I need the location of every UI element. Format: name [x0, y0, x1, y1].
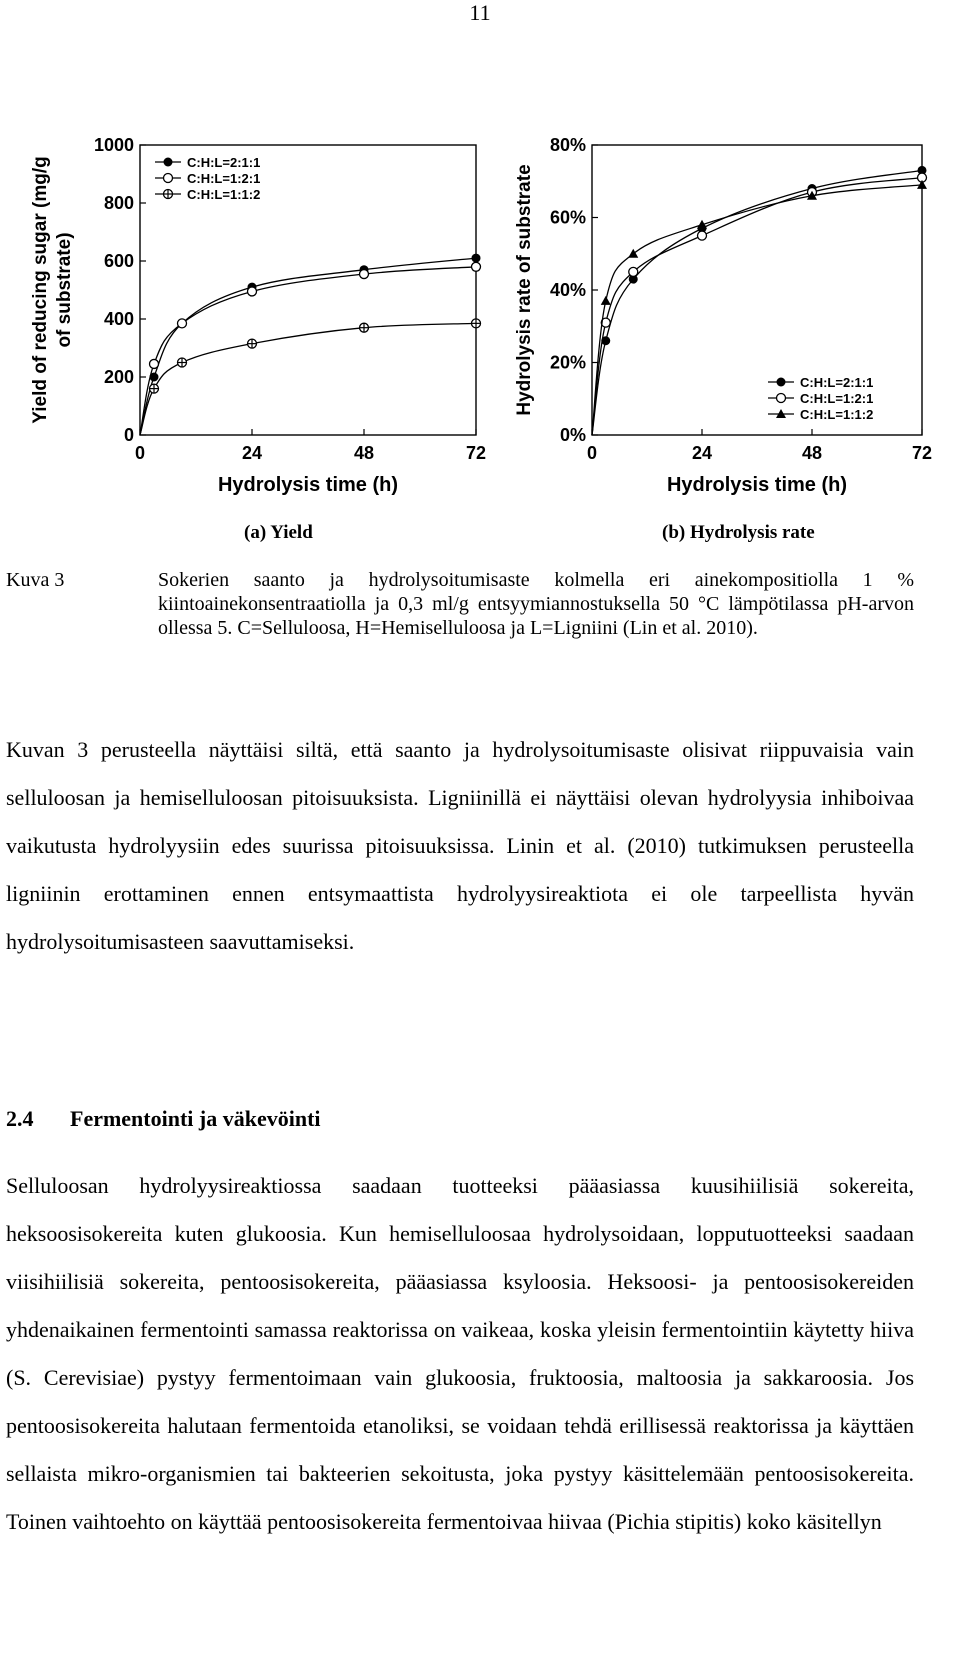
section-heading — [6, 1104, 321, 1134]
y-axis-label: Yield of reducing sugar (mg/g — [30, 156, 51, 424]
x-tick-label: 24 — [241, 443, 263, 463]
x-tick-label: 24 — [691, 443, 713, 463]
x-tick-label: 0 — [134, 443, 146, 463]
section-number: 2.4 — [6, 1106, 34, 1131]
page-number: 11 — [469, 0, 491, 25]
legend-entry: C:H:L=1:1:2 — [187, 187, 261, 202]
chart-yield — [30, 135, 486, 496]
legend-marker — [164, 174, 173, 183]
data-point — [178, 319, 187, 328]
y-tick-label: 1000 — [93, 135, 134, 155]
data-point — [248, 339, 257, 348]
series-1 — [592, 166, 927, 435]
series-2 — [592, 173, 927, 435]
x-tick-label: 48 — [353, 443, 375, 463]
panel-a-label: (a) Yield — [244, 522, 313, 543]
data-point — [178, 358, 187, 367]
series-3 — [592, 180, 927, 435]
chart-hydrolysis-rate — [514, 135, 932, 496]
series-3 — [140, 319, 481, 435]
series-line — [140, 258, 476, 435]
y-tick-label: 600 — [103, 251, 134, 271]
figure-3 — [0, 120, 960, 550]
legend — [155, 155, 260, 202]
y-tick-label: 20% — [549, 352, 586, 373]
x-tick-label: 72 — [465, 443, 487, 463]
legend-entry: C:H:L=1:2:1 — [187, 171, 261, 186]
legend-entry: C:H:L=1:1:2 — [800, 407, 874, 422]
x-tick-label: 72 — [911, 443, 933, 463]
data-point — [360, 323, 369, 332]
legend-marker — [164, 158, 173, 167]
legend-marker — [777, 394, 786, 403]
y-tick-label: 0% — [559, 425, 586, 445]
series-2 — [140, 262, 481, 435]
y-axis-label: of substrate) — [54, 232, 75, 348]
y-tick-label: 80% — [549, 135, 586, 155]
legend-marker — [777, 378, 786, 387]
x-tick-label: 48 — [801, 443, 823, 463]
caption-text: Sokerien saanto ja hydrolysoitumisaste kolmella eri ainekompositiolla 1 % kiintoainekonsentraatiolla ja 0,3 ml/g entsyymiannostuksella 50 °C lämpötilassa pH-arvon ollessa 5. C=Selluloosa, H=Hemiselluloosa ja L=Ligniini (Lin et al. 2010). — [158, 569, 914, 639]
data-point — [629, 267, 638, 276]
panel-b-label: (b) Hydrolysis rate — [662, 522, 815, 543]
y-axis-label: Hydrolysis rate of substrate — [514, 164, 535, 416]
paragraph-2: Selluloosan hydrolyysireaktiossa saadaan tuotteeksi pääasiassa kuusihiilisiä sokereita, heksoosisokereita kuten glukoosia. Kun hemiselluloosaa hydrolysoidaan, lopputuotteeksi saadaan viisihiilisiä sokereita, pentoosisokereita, pääasiassa ksyloosia. Heksoosi- ja pentoosisokereiden yhdenaikainen fermentointi samassa reaktorissa on vaikeaa, koska yleisin fermentointiin käytetty hiiva (S. Cerevisiae) pystyy fermentoimaan vain glukoosia, fruktoosia, maltoosia ja sakkaroosia. Jos pentoosisokereita halutaan fermentoida etanoliksi, se voidaan tehdä erillisessä reaktorissa ja käyttäen sellaista mikro-organismien tai bakteerien sekoitusta, joka pystyy käsittelemään pentoosisokereita. Toinen vaihtoehto on käyttää pentoosisokereita fermentoivaa hiivaa (Pichia stipitis) koko käsitellyn — [6, 1173, 914, 1534]
y-tick-label: 800 — [103, 193, 134, 213]
legend — [768, 375, 873, 422]
paragraph-1: Kuvan 3 perusteella näyttäisi siltä, että saanto ja hydrolysoitumisaste olisivat riippuvaisia vain selluloosan ja hemiselluloosan pitoisuuksista. Ligniinillä ei näyttäisi olevan hydrolyysia inhiboivaa vaikutusta hydrolyysiin edes suurissa pitoisuuksissa. Linin et al. (2010) tutkimuksen perusteella ligniinin erottaminen ennen entsymaattista hydrolyysireaktiota ei ole tarpeellista hyvän hydrolysoitumisasteen saavuttamiseksi. — [6, 737, 914, 954]
section-title: Fermentointi ja väkevöinti — [70, 1106, 321, 1131]
legend-marker — [164, 190, 173, 199]
data-point — [472, 262, 481, 271]
data-point — [628, 249, 638, 258]
data-point — [150, 359, 159, 368]
data-point — [248, 287, 257, 296]
legend-entry: C:H:L=2:1:1 — [187, 155, 261, 170]
legend-entry: C:H:L=1:2:1 — [800, 391, 874, 406]
data-point — [360, 270, 369, 279]
data-point — [150, 384, 159, 393]
series-line — [140, 323, 476, 435]
legend-entry: C:H:L=2:1:1 — [800, 375, 874, 390]
series-line — [140, 267, 476, 435]
data-point — [472, 254, 481, 263]
y-tick-label: 400 — [103, 309, 134, 329]
y-tick-label: 40% — [549, 280, 586, 300]
data-point — [472, 319, 481, 328]
x-axis-label: Hydrolysis time (h) — [217, 474, 399, 496]
caption-label: Kuva 3 — [6, 569, 65, 591]
data-point — [601, 296, 611, 305]
y-tick-label: 0 — [123, 425, 134, 445]
data-point — [698, 231, 707, 240]
x-tick-label: 0 — [586, 443, 598, 463]
x-axis-label: Hydrolysis time (h) — [666, 474, 848, 496]
y-tick-label: 60% — [549, 207, 586, 228]
y-tick-label: 200 — [103, 367, 134, 387]
